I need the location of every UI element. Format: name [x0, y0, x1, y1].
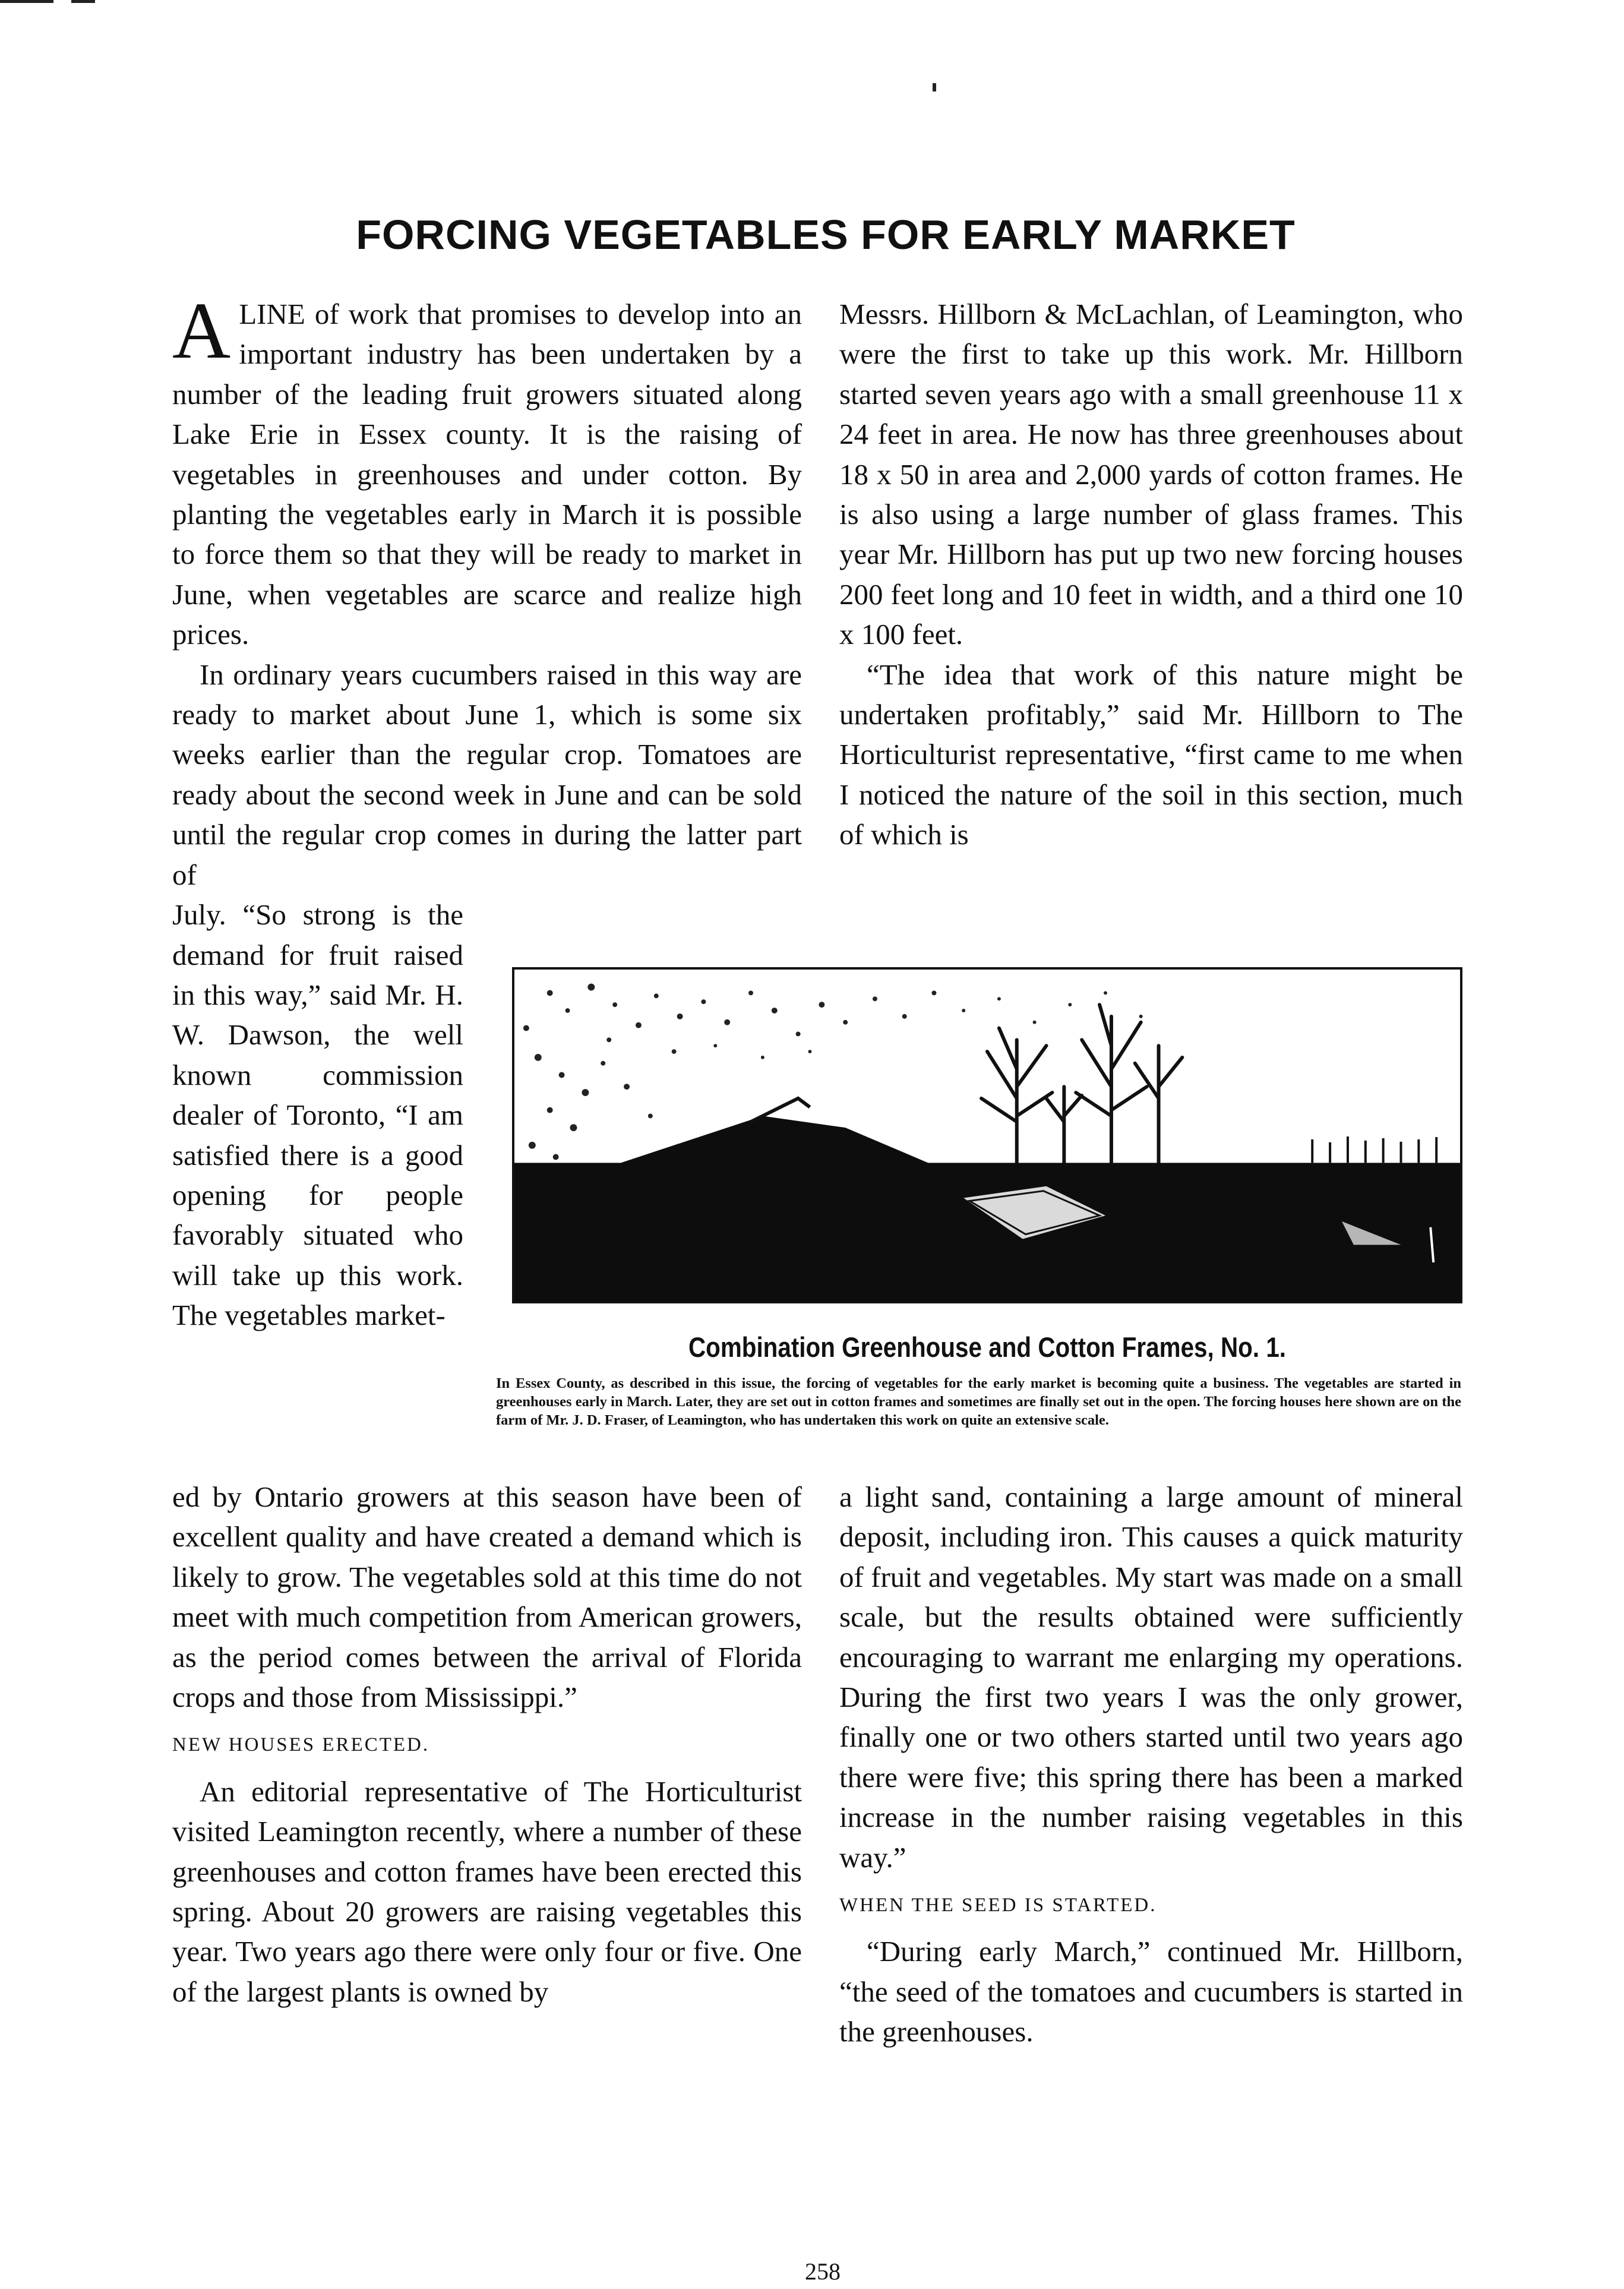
paragraph [172, 286, 802, 655]
paragraph: Messrs. Hillborn & McLachlan, of Leamington, who were the first to take up this work. Mr. Hillborn started seven years ago with a small greenhouse 11 x 24 feet in area. He now has three greenhouses about 18 x 50 in area and 2,000 yards of cotton frames. He is also using a large number of glass frames. This year Mr. Hillborn has put up two new forcing houses 200 feet long and 10 feet in width, and a third one 10 x 100 feet. [839, 298, 1463, 651]
page-number: 258 [805, 2258, 841, 2285]
paragraph: a light sand, containing a large amount of mineral deposit, including iron. This causes a quick maturity of fruit and vegetables. My start was made on a small scale, but the results obtained were sufficiently encouraging to warrant me enlarging my operations. During the first two years I was the only grower, finally one or two others started until two years ago there were five; this spring there has been a marked increase in the number raising vegetables in this way.” [839, 1480, 1463, 1874]
paragraph: “During early March,” continued Mr. Hillborn, “the seed of the tomatoes and cucumbers is started in the greenhouses. [839, 1935, 1463, 2048]
print-mark [0, 0, 53, 3]
left-column-lower [172, 1477, 802, 2012]
paragraph: In ordinary years cucumbers raised in this way are ready to market about June 1, which is some six weeks earlier than the regular crop. Tomatoes are ready about the second week in June and can be sold until the regular crop comes in during the latter part of [172, 658, 802, 891]
paragraph: ed by Ontario growers at this season have been of excellent quality and have created a demand which is likely to grow. The vegetables sold at this time do not meet with much competition from American growers, as the period comes between the arrival of Florida crops and those from Mississippi.” [172, 1480, 802, 1714]
paragraph-wrap-around-figure: July. “So strong is the demand for fruit raised in this way,” said Mr. H. W. Dawson, the well known commission dealer of Toronto, “I am satisfied there is a good opening for people favorably situated who will take up this work. The vegetables market- [172, 898, 463, 1332]
paragraph: An editorial representative of The Horticulturist visited Leamington recently, where a number of these greenhouses and cotton frames have been erected this spring. About 20 growers are raising vegetables this year. Two years ago there were only four or five. One of the largest plants is owned by [172, 1775, 802, 2008]
figure-caption-title: Combination Greenhouse and Cotton Frames, No. 1. [688, 1331, 1287, 1363]
section-subhead: WHEN THE SEED IS STARTED. [839, 1895, 1157, 1917]
right-column-upper [839, 294, 1463, 855]
greenhouse-illustration [514, 970, 1460, 1301]
right-column-lower [839, 1477, 1463, 2052]
section-subhead: NEW HOUSES ERECTED. [172, 1734, 430, 1756]
print-mark [933, 83, 936, 91]
drop-cap: A [172, 286, 231, 375]
greenhouse-photo [512, 967, 1462, 1303]
paragraph: “The idea that work of this nature might be undertaken profitably,” said Mr. Hillborn to The Horticulturist representative, “first came to me when I noticed the nature of the soil in this section, much of which is [839, 658, 1463, 851]
paragraph-text: LINE of work that promises to develop into an important industry has been undertaken by a number of the leading fruit growers situated along Lake Erie in Essex county. It is the raising of vegetables in greenhouses and under cotton. By planting the vegetables early in March it is possible to force them so that they will be ready to market in June, when vegetables are scarce and realize high prices. [172, 298, 802, 651]
print-mark [71, 0, 95, 3]
figure-caption-body: In Essex County, as described in this issue, the forcing of vegetables for the early market is becoming quite a business. The vegetables are started in greenhouses early in March. Later, they are set out in cotton frames and sometimes are finally set out in the open. The forcing houses here shown are on the farm of Mr. J. D. Fraser, of Leamington, who has undertaken this work on quite an extensive scale. [496, 1375, 1461, 1428]
article-title: FORCING VEGETABLES FOR EARLY MARKET [356, 211, 1296, 258]
